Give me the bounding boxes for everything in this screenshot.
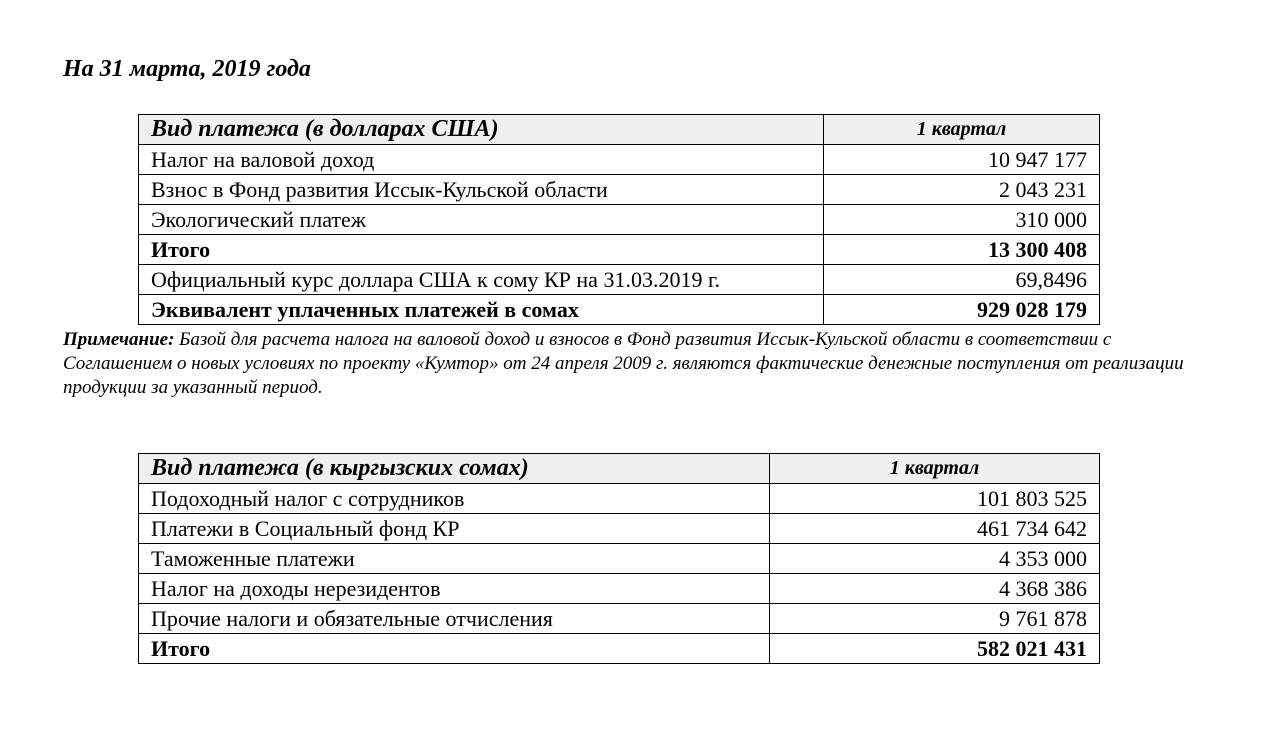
row-value: 4 368 386	[770, 574, 1100, 604]
row-label: Таможенные платежи	[139, 544, 770, 574]
row-label: Налог на доходы нерезидентов	[139, 574, 770, 604]
column-header-payment-type: Вид платежа (в кыргызских сомах)	[139, 454, 770, 484]
note-prefix: Примечание:	[63, 329, 175, 350]
table-header-row	[139, 454, 1100, 484]
table-row	[139, 484, 1100, 514]
row-label: Налог на валовой доход	[139, 145, 824, 175]
row-value: 929 028 179	[824, 295, 1100, 325]
equivalent-row	[139, 295, 1100, 325]
column-header-quarter: 1 квартал	[770, 454, 1100, 484]
table-row	[139, 514, 1100, 544]
row-value: 582 021 431	[770, 634, 1100, 664]
row-label: Эквивалент уплаченных платежей в сомах	[139, 295, 824, 325]
usd-payments-table	[138, 114, 1100, 325]
row-value: 101 803 525	[770, 484, 1100, 514]
table-row	[139, 205, 1100, 235]
row-label: Взнос в Фонд развития Иссык-Кульской области	[139, 175, 824, 205]
table-row	[139, 574, 1100, 604]
row-value: 461 734 642	[770, 514, 1100, 544]
column-header-quarter: 1 квартал	[824, 115, 1100, 145]
table-row	[139, 145, 1100, 175]
row-value: 9 761 878	[770, 604, 1100, 634]
note-paragraph	[63, 328, 1193, 400]
page-title: На 31 марта, 2019 года	[63, 56, 311, 82]
row-value: 2 043 231	[824, 175, 1100, 205]
table-row	[139, 265, 1100, 295]
row-value: 4 353 000	[770, 544, 1100, 574]
row-value: 69,8496	[824, 265, 1100, 295]
row-value: 13 300 408	[824, 235, 1100, 265]
note-text: Базой для расчета налога на валовой доход и взносов в Фонд развития Иссык-Кульской области в соответствии с Соглашением о новых условиях по проекту «Кумтор» от 24 апреля 2009 г. являются фактические денежные поступления от реализации продукции за указанный период.	[63, 329, 1184, 398]
row-label: Итого	[139, 235, 824, 265]
row-label: Платежи в Социальный фонд КР	[139, 514, 770, 544]
table-header-row	[139, 115, 1100, 145]
row-label: Итого	[139, 634, 770, 664]
table-row	[139, 175, 1100, 205]
table-row	[139, 604, 1100, 634]
row-label: Прочие налоги и обязательные отчисления	[139, 604, 770, 634]
row-value: 10 947 177	[824, 145, 1100, 175]
kgs-payments-table	[138, 453, 1100, 664]
row-value: 310 000	[824, 205, 1100, 235]
total-row	[139, 634, 1100, 664]
row-label: Официальный курс доллара США к сому КР на 31.03.2019 г.	[139, 265, 824, 295]
total-row	[139, 235, 1100, 265]
row-label: Экологический платеж	[139, 205, 824, 235]
column-header-payment-type: Вид платежа (в долларах США)	[139, 115, 824, 145]
row-label: Подоходный налог с сотрудников	[139, 484, 770, 514]
table-row	[139, 544, 1100, 574]
